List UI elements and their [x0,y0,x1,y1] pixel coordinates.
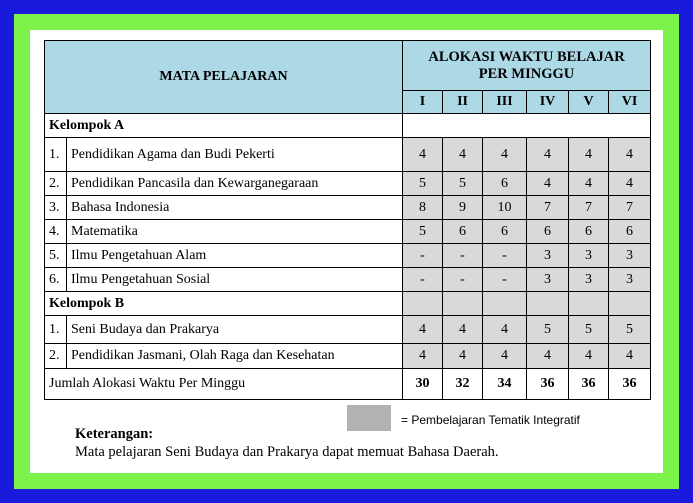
hours-cell: 4 [527,172,569,196]
note-body: Mata pelajaran Seni Budaya dan Prakarya dapat memuat Bahasa Daerah. [75,444,499,460]
hours-cell: 4 [443,316,483,344]
hours-cell: 6 [483,172,527,196]
curriculum-table [44,40,651,400]
table-row [45,244,651,268]
group-b-row [45,292,651,316]
row-number: 6. [45,268,67,292]
hours-cell: 10 [483,196,527,220]
hours-cell: 4 [483,316,527,344]
hours-cell: 5 [403,220,443,244]
hours-cell: 5 [609,316,651,344]
row-number: 1. [45,316,67,344]
group-b-label: Kelompok B [45,292,403,316]
legend-text: = Pembelajaran Tematik Integratif [401,413,580,427]
group-b-blank [403,292,443,316]
hours-cell: 4 [483,138,527,172]
subject-name: Pendidikan Pancasila dan Kewarganegaraan [67,172,403,196]
hours-cell: 4 [569,138,609,172]
hours-cell: 9 [443,196,483,220]
hours-cell: 4 [527,138,569,172]
hours-cell: 5 [443,172,483,196]
hours-cell: 4 [609,172,651,196]
hours-cell: - [483,268,527,292]
allocation-header-line2: PER MINGGU [478,65,575,82]
hours-cell: 3 [527,268,569,292]
hours-cell: 4 [609,344,651,369]
table-row [45,344,651,369]
hours-cell: 6 [569,220,609,244]
table-row [45,196,651,220]
grade-header: I [403,91,443,114]
row-number: 4. [45,220,67,244]
hours-cell: - [403,244,443,268]
hours-cell: 7 [609,196,651,220]
row-number: 2. [45,172,67,196]
grade-header: VI [609,91,651,114]
hours-cell: 4 [443,344,483,369]
group-a-row [45,114,651,138]
group-b-blank [609,292,651,316]
hours-cell: 4 [483,344,527,369]
row-number: 2. [45,344,67,369]
hours-cell: 7 [569,196,609,220]
legend-swatch [347,405,391,431]
grade-header: V [569,91,609,114]
subject-name: Ilmu Pengetahuan Alam [67,244,403,268]
hours-cell: - [403,268,443,292]
hours-cell: 5 [569,316,609,344]
row-number: 3. [45,196,67,220]
row-number: 1. [45,138,67,172]
group-a-label: Kelompok A [45,114,403,138]
hours-cell: 4 [443,138,483,172]
grade-header: IV [527,91,569,114]
total-cell: 36 [569,369,609,400]
total-cell: 36 [609,369,651,400]
hours-cell: 4 [609,138,651,172]
hours-cell: 7 [527,196,569,220]
group-b-blank [443,292,483,316]
subject-name: Bahasa Indonesia [67,196,403,220]
hours-cell: 3 [569,244,609,268]
group-b-blank [569,292,609,316]
table-row [45,138,651,172]
hours-cell: 4 [527,344,569,369]
hours-cell: 6 [527,220,569,244]
table-row [45,268,651,292]
hours-cell: 3 [609,244,651,268]
subject-name: Matematika [67,220,403,244]
allocation-header-line1: ALOKASI WAKTU BELAJAR [428,48,625,65]
group-b-blank [483,292,527,316]
hours-cell: 6 [443,220,483,244]
table-row [45,316,651,344]
hours-cell: 4 [403,344,443,369]
note-title: Keterangan: [75,426,154,442]
table-row [45,172,651,196]
hours-cell: 3 [609,268,651,292]
hours-cell: 8 [403,196,443,220]
total-cell: 32 [443,369,483,400]
hours-cell: 4 [569,344,609,369]
subject-name: Seni Budaya dan Prakarya [67,316,403,344]
total-cell: 30 [403,369,443,400]
hours-cell: - [443,268,483,292]
total-cell: 36 [527,369,569,400]
group-b-blank [527,292,569,316]
grade-header: III [483,91,527,114]
hours-cell: 4 [569,172,609,196]
hours-cell: 5 [403,172,443,196]
hours-cell: 4 [403,316,443,344]
total-row [45,369,651,400]
subject-name: Ilmu Pengetahuan Sosial [67,268,403,292]
table-row [45,220,651,244]
grade-header: II [443,91,483,114]
hours-cell: 3 [527,244,569,268]
hours-cell: 6 [483,220,527,244]
hours-cell: 3 [569,268,609,292]
table-header-row [45,41,651,91]
allocation-header [403,41,651,91]
subject-name: Pendidikan Agama dan Budi Pekerti [67,138,403,172]
row-number: 5. [45,244,67,268]
hours-cell: 6 [609,220,651,244]
hours-cell: 5 [527,316,569,344]
group-a-blank [403,114,651,138]
total-label: Jumlah Alokasi Waktu Per Minggu [45,369,403,400]
subject-name: Pendidikan Jasmani, Olah Raga dan Kesehatan [67,344,403,369]
hours-cell: - [483,244,527,268]
subject-header: MATA PELAJARAN [45,41,403,114]
hours-cell: 4 [403,138,443,172]
total-cell: 34 [483,369,527,400]
hours-cell: - [443,244,483,268]
